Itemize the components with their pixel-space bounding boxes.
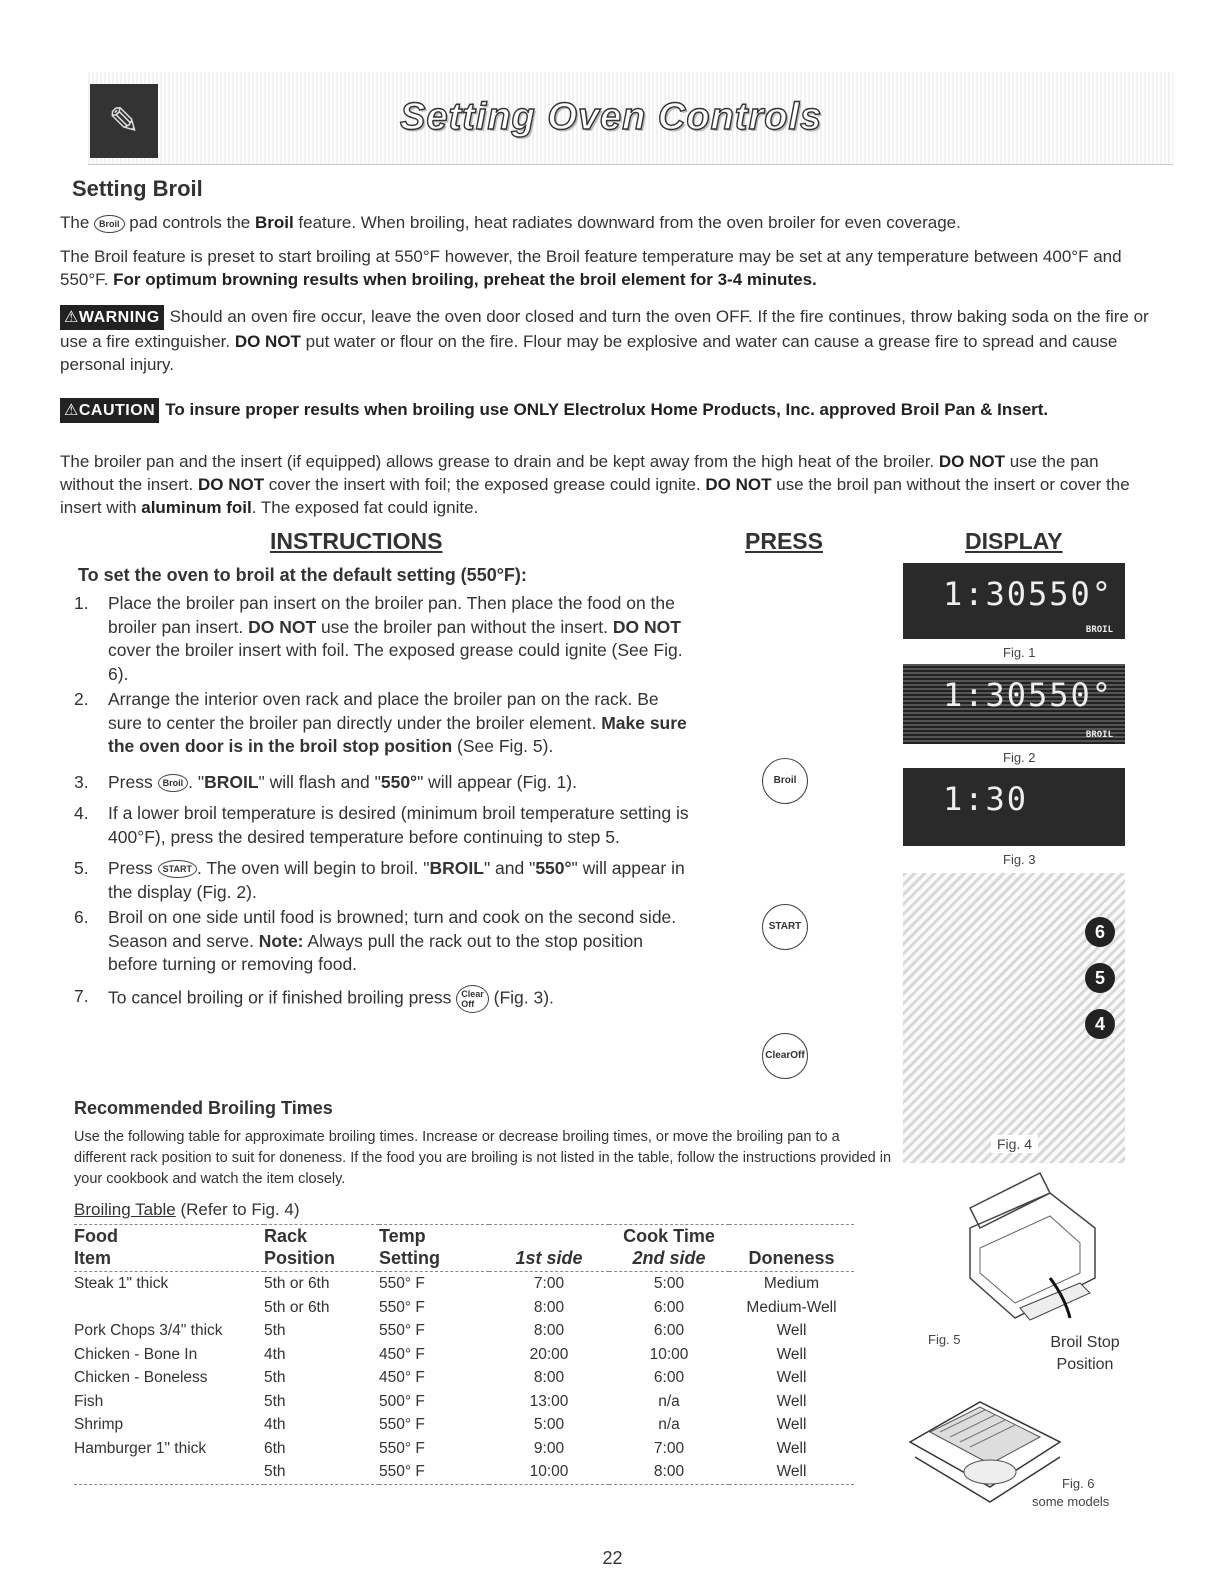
recommended-paragraph: Use the following table for approximate broiling times. Increase or decrease broiling times, or move the broiling pan to a different rack position to suit for doneness. If the food you are broiling is not listed in the table, follow the instructions provided in your cookbook and watch the item closely. [74, 1129, 892, 1187]
table-cell: 550° F [379, 1298, 425, 1316]
table-cell: 550° F [379, 1416, 425, 1433]
section-heading: Setting Broil [72, 176, 203, 201]
table-cell: 5th [264, 1322, 286, 1339]
oven-racks-figure [903, 873, 1125, 1163]
table-cell: 550° F [379, 1439, 425, 1457]
step-3: 3. Press Broil . "BROIL" will flash and "550°" will appear (Fig. 1). [74, 771, 577, 792]
broiler-pan-paragraph: The broiler pan and the insert (if equipped) allows grease to drain and be kept away from the high heat of the broiler. DO NOT use the pan without the insert. DO NOT cover the insert with foil; the exposed grease could ignite. DO NOT use the broil pan without the insert or cover the insert with aluminum foil. The exposed fat could ignite. [60, 452, 1130, 517]
broiling-table [74, 1224, 854, 1485]
table-cell: 4th [264, 1345, 286, 1363]
table-row [74, 1437, 854, 1461]
display-fig-1: 1:30 550° BROIL [903, 563, 1125, 639]
step-4: 4. If a lower broil temperature is desired (minimum broil temperature setting is 400°F), press the desired temperature before continuing to step 5. [74, 803, 689, 847]
table-cell: Medium-Well [746, 1298, 837, 1316]
table-cell: 8:00 [533, 1369, 565, 1386]
table-cell: 450° F [379, 1345, 425, 1363]
table-row [74, 1366, 854, 1390]
step-7: 7. To cancel broiling or if finished broiling press Clear Off (Fig. 3). [74, 985, 694, 1013]
table-cell: Well [776, 1322, 807, 1339]
step-5: 5. Press START . The oven will begin to broil. "BROIL" and "550°" will appear in the display (Fig. 2). [74, 858, 685, 902]
table-cell: Well [776, 1345, 807, 1363]
table-row [74, 1460, 854, 1484]
intro-paragraph-1: The Broil pad controls the Broil feature. When broiling, heat radiates downward from the oven broiler for even coverage. [60, 213, 961, 232]
table-cell: Well [776, 1463, 807, 1480]
table-cell: Well [776, 1392, 807, 1410]
table-cell: 450° F [379, 1369, 425, 1386]
display-fig-2: 1:30 550° BROIL [903, 664, 1125, 744]
step-2: 2. Arrange the interior oven rack and place the broiler pan on the rack. Be sure to center the broiler pan directly under the broiler element. Make sure the oven door is in the broil stop position (See Fig. 5). [74, 689, 687, 756]
display-fig-3: 1:30 [903, 768, 1125, 846]
table-cell: 5th [264, 1369, 286, 1386]
table-cell: Medium [763, 1275, 820, 1292]
intro-paragraph-2: The Broil feature is preset to start broiling at 550°F however, the Broil feature temperature may be set at any temperature between 400°F and 550°F. For optimum browning results when broiling, preheat the broil element for 3-4 minutes. [60, 247, 1122, 289]
fig-5-caption: Fig. 5 [928, 1332, 961, 1347]
table-cell: Hamburger 1" thick [74, 1439, 207, 1457]
range-door-figure [930, 1168, 1100, 1348]
table-cell: Well [776, 1439, 807, 1457]
table-cell: 7:00 [533, 1275, 565, 1292]
table-cell: 5:00 [533, 1416, 565, 1433]
table-cell: 5th [264, 1463, 286, 1480]
fig-6-note: some models [1032, 1494, 1110, 1509]
oven-settings-icon: ✎ [90, 84, 158, 158]
table-cell: 6:00 [653, 1322, 685, 1339]
fig-2-caption: Fig. 2 [1003, 750, 1036, 765]
table-cell: 8:00 [533, 1298, 565, 1316]
display-heading: DISPLAY [965, 528, 1063, 554]
table-cell: 8:00 [653, 1463, 685, 1480]
broil-stop-position-label: Broil Stop Position [1050, 1334, 1120, 1373]
rack-position-6: 6 [1085, 917, 1115, 947]
table-subheader-row: Item Position Setting 1st side 2nd side Doneness [74, 1247, 854, 1272]
caution-badge: ⚠CAUTION [60, 398, 159, 423]
table-cell: 5th or 6th [264, 1298, 330, 1316]
table-cell: Shrimp [74, 1416, 124, 1433]
table-cell: 8:00 [533, 1322, 565, 1339]
table-cell [74, 1296, 264, 1320]
table-cell: Fish [74, 1392, 104, 1410]
table-cell: Chicken - Bone In [74, 1345, 198, 1363]
table-cell: 500° F [379, 1392, 425, 1410]
table-cell: 6:00 [653, 1369, 685, 1386]
table-cell: 20:00 [529, 1345, 569, 1363]
table-cell: 4th [264, 1416, 286, 1433]
press-heading: PRESS [745, 528, 823, 554]
step-1: 1. Place the broiler pan insert on the broiler pan. Then place the food on the broiler pan insert. DO NOT use the broiler pan without the insert. DO NOT cover the broiler insert with foil. The exposed grease could ignite (See Fig. 6). [74, 593, 683, 684]
table-row [74, 1390, 854, 1414]
table-cell: 7:00 [653, 1439, 685, 1457]
clear-off-pad-button[interactable]: Clear Off [762, 1033, 808, 1079]
table-row [74, 1343, 854, 1367]
table-cell: 5th or 6th [264, 1275, 330, 1292]
fig-1-caption: Fig. 1 [1003, 645, 1036, 660]
rack-position-4: 4 [1085, 1009, 1115, 1039]
table-cell: 6th [264, 1439, 286, 1457]
table-cell: 6:00 [653, 1298, 685, 1316]
page-title: Setting Oven Controls [400, 96, 823, 138]
table-cell: 10:00 [529, 1463, 569, 1480]
table-cell: 550° F [379, 1275, 425, 1292]
table-cell: Steak 1" thick [74, 1275, 169, 1292]
broil-pad-button[interactable]: Broil [762, 758, 808, 804]
start-pad-button[interactable]: START [762, 904, 808, 950]
table-cell: n/a [658, 1392, 680, 1410]
table-cell: 13:00 [529, 1392, 569, 1410]
table-cell: Pork Chops 3/4" thick [74, 1322, 223, 1339]
instruction-steps [74, 592, 694, 1015]
table-cell: 5th [264, 1392, 286, 1410]
table-cell: 10:00 [649, 1345, 689, 1363]
table-row [74, 1413, 854, 1437]
table-header-row: Food Rack Temp Cook Time [74, 1226, 715, 1246]
warning-paragraph: ⚠WARNING Should an oven fire occur, leave the oven door closed and turn the oven OFF. If the fire continues, throw baking soda on the fire or use a fire extinguisher. DO NOT put water or flour on the fire. Flour may be explosive and water can cause a grease fire to spread and cause personal injury. [60, 307, 1149, 374]
broiler-pan-figure [900, 1372, 1070, 1512]
rack-position-5: 5 [1085, 963, 1115, 993]
clear-off-pad-icon: Clear Off [456, 985, 489, 1013]
table-cell [74, 1460, 264, 1484]
recommended-heading: Recommended Broiling Times [74, 1098, 333, 1118]
instructions-subheading: To set the oven to broil at the default setting (550°F): [78, 565, 527, 585]
table-row [74, 1319, 854, 1343]
broil-pad-icon: Broil [94, 215, 125, 233]
table-cell: Well [776, 1369, 807, 1386]
page-number: 22 [602, 1548, 623, 1568]
table-cell: Well [776, 1416, 807, 1433]
start-pad-icon: START [158, 860, 197, 878]
fig-6-caption: Fig. 6 [1062, 1476, 1095, 1491]
table-cell: 550° F [379, 1322, 425, 1339]
fig-4-caption: Fig. 4 [991, 1135, 1038, 1153]
broil-pad-icon: Broil [158, 774, 189, 792]
table-cell: n/a [658, 1416, 680, 1433]
broiling-table-title: Broiling Table (Refer to Fig. 4) [74, 1200, 300, 1219]
table-cell: 9:00 [533, 1439, 565, 1457]
table-row [74, 1296, 854, 1320]
step-6: 6. Broil on one side until food is browned; turn and cook on the second side. Season and serve. Note: Always pull the rack out to the stop position before turning or removing food. [74, 907, 677, 974]
fig-3-caption: Fig. 3 [1003, 852, 1036, 867]
table-row [74, 1272, 854, 1296]
table-cell: 5:00 [653, 1275, 685, 1292]
table-cell: Chicken - Boneless [74, 1369, 208, 1386]
table-cell: 550° F [379, 1463, 425, 1480]
warning-badge: ⚠WARNING [60, 305, 164, 330]
instructions-heading: INSTRUCTIONS [270, 528, 443, 554]
caution-paragraph: ⚠CAUTION To insure proper results when broiling use ONLY Electrolux Home Products, Inc. approved Broil Pan & Insert. [60, 398, 1155, 423]
